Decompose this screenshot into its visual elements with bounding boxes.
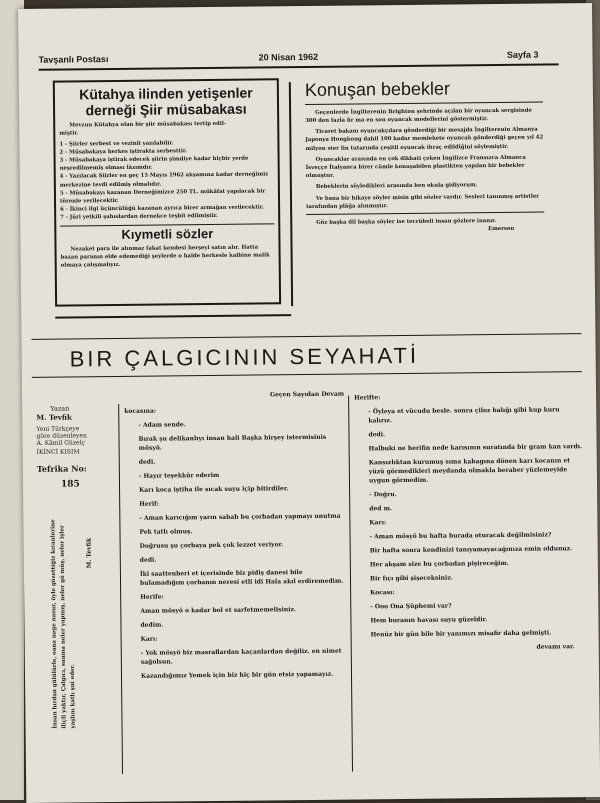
story-line: dedim. — [140, 621, 164, 629]
story-line: kocasına: — [124, 407, 157, 415]
story-line: Herife: — [140, 593, 164, 601]
emerson-author: Emerson — [488, 225, 515, 233]
column-divider — [289, 82, 293, 306]
story-line: - Adam sende. — [138, 421, 186, 429]
contest-rule: 5 - Müsabakayı kazanan Derneğimizce 250 TL. mükâfat yapılacak bir törenle verilecektir. — [59, 188, 266, 205]
sidebar-text-vertical: İnsan hırdan gülülürle, oana nege nasur, öyle gözettiğiz kıranlerine iliçli yaktır, Çalgıcı, sanma neler yapmış, neler gö müş, neler işler yaşlını katlı şni eder. — [50, 519, 77, 729]
issue-date: 20 Nisan 1962 — [258, 51, 319, 63]
story-line: - Doğru. — [369, 491, 397, 499]
story-line: - Ooo Ona Şüphemi var? — [370, 602, 452, 611]
story-line: Kansızlıktan kurumuş sıma kabagına dönen karı kocanın et yüzü görmedikleri meydanda olmakla beraber yüzlemeyide uygun görmedim. — [368, 457, 571, 485]
newspaper-name: Tavşanlı Postası — [38, 54, 109, 65]
quotes-title: Kıymetli sözler — [121, 226, 214, 243]
dolls-article — [299, 73, 552, 336]
contest-rule: 2 - Müsabakaya herkes iştirakta serbesttir. — [59, 148, 188, 156]
serial-sidebar — [36, 404, 125, 490]
story-line: İki saattenberi et içerisinde biz pidiş danesi bile bulamadığım çorbanın neresi etli idi Hala akıl erdiremedim. — [139, 569, 344, 587]
newspaper-page — [18, 3, 600, 803]
contest-rule: 6 - İkinci ilgi üçüncülüğü kazanan ayrıca birer armağan verilecektir. — [60, 204, 264, 213]
story-line: - Aman mösyö bu hafta burada oturacak değilmisiniz? — [369, 531, 552, 541]
story-line: Herif: — [139, 500, 159, 508]
serial-title: BIR ÇALGICININ SEYAHATİ — [69, 342, 420, 372]
installment-label: Tefrika No: — [36, 463, 87, 474]
contest-rule: 1 - Şiirler serbest ve vezinli yazılabilir. — [59, 139, 174, 148]
story-line: Bir hafta sonra kendinizi tanıyamayacağınıza emin oldunuz. — [369, 545, 573, 555]
contest-title: Kütahya ilinden yetişenler derneği Şiir müsabakası — [79, 84, 253, 119]
contest-rule: 4 - Yazılacak Şiirler en geç 15 Mayıs 1962 akşamına kadar derneğimiz merkezine tevdi edilmiş olmalıdır. — [59, 171, 269, 189]
contest-rules — [59, 138, 274, 222]
serial-author: M. Tevfik — [36, 412, 72, 422]
dolls-p1: Geçenlerde İngilterenin Brighton şehrinde açılan bir oyuncak sergisinde 300 den fazla fir ma en son oyuncak modellerini göstermiştir. — [305, 107, 532, 124]
story-line: - Aman karıcığım yarın sabah bu çorbadan yapmayı unutma — [139, 512, 341, 522]
adapter-label-1: Yeni Türkçeye — [36, 425, 80, 433]
contest-intro-end: miştir. — [59, 130, 79, 137]
story-line: - Hayır teşekkür ederim — [138, 471, 220, 480]
contest-rule: 3 - Müsabakaya iştirak edecek şiirin şimdiye kadar hiçbir yerde neşredilmemiş olması lâzımdır. — [59, 155, 249, 172]
story-line: dedi. — [138, 458, 156, 466]
contest-box — [53, 78, 281, 306]
story-line: Hem buranın havası suyu güzeldir. — [370, 616, 488, 625]
story-line: Doğrusu şu çorbaya pek çok lezzet veriyor. — [139, 541, 284, 550]
story-line: - Öyleya et vücudu besle. sonra çiloz balığı gibi kup kuru kalırız. — [368, 406, 560, 425]
adapter-label-2: göre düzenleyen — [36, 432, 87, 440]
dolls-title: Konuşan bebekler — [304, 78, 451, 101]
dolls-quote-rule — [306, 211, 544, 214]
page-number: Sayfa 3 — [506, 49, 539, 60]
story-line: Aman mösyö o kadar bol et sarfetmemelisiniz. — [140, 606, 297, 615]
story-line: Bir fıçı gibi şişeceksiniz. — [369, 574, 453, 583]
dolls-title-rule — [305, 101, 543, 104]
story-line: Halbuki ne herifin nede karısının suratında bir gram kan vardı. — [368, 443, 583, 453]
dolls-p5: Ve bana bir hikaye söyler misin gibi sözler vardır. Sesleri tanınmış artistler tarafından plâğa alınmıştır. — [306, 193, 540, 210]
banner-rule — [32, 371, 582, 378]
serial-right-column — [354, 391, 585, 658]
story-line: dedi. — [139, 556, 157, 564]
story-line: Bırak şu delikanlıyı insan hali Başka birşey istermisinis mösyö. — [138, 433, 327, 452]
contest-intro: Mevzuu Kütahya olan bir şiir müsabakası tertip edil- — [69, 121, 227, 129]
dolls-p2: Ticaret bakanı oyuncakçılara gönderdiği bir mesajda İngilterenin Almanya Japonya Hongkong dahil 100 kadar memlekete oyuncak gönderdiği geçen yıl 42 milyon ster lin tutarında çeşitli oyuncak ihraç edildiğini söylemiştir. — [305, 126, 544, 152]
serial-middle-column — [124, 390, 347, 686]
story-line: Karı koca iştiha ile sıcak suyu içip bitirdiler. — [139, 485, 289, 494]
middle-divider — [348, 396, 353, 772]
story-line: dedi. — [368, 431, 386, 439]
story-line: Pek tatlı olmuş. — [139, 528, 193, 536]
dolls-p3: Oyuncaklar arasında en çok dikkati çeken İngilizce Fransızca Almanca İsveççe İtalyanca birer cümle konuşabilen plastikten yapılan bir bebekler olmuştur. — [305, 154, 526, 180]
top-section-rule — [55, 314, 291, 318]
to-be-continued: devamı var. — [536, 643, 575, 651]
story-line: Kocası: — [370, 589, 395, 597]
story-line: Karı: — [140, 635, 158, 643]
serial-adapter: A. Kâmil Güzelç — [36, 439, 85, 447]
story-line: Kazandığımız Yemek için biz hiç bir gün etsiz yapamayız. — [140, 670, 334, 680]
serial-part: İKİNCİ KISIM — [36, 448, 80, 456]
sidebar-author-vertical: M. Tevfik — [85, 537, 93, 569]
story-line: Henüz bir gün bile bir yanımızı misafir daha gelmişti. — [370, 629, 552, 639]
story-line: Herifte: — [354, 394, 381, 402]
quotes-text: Nezaket para ile alınmaz fakat kendesi herşeyi satın alır. Hatta bazan paranın elde edemediği şeylerde o halde herkesle kalbine malik olmaya çalışmalıyız. — [60, 244, 270, 270]
story-line: ded m. — [369, 505, 393, 513]
installment-number: 185 — [60, 479, 80, 490]
story-line: Karı: — [369, 519, 387, 527]
continued-label: Geçen Sayıdan Devam — [269, 390, 345, 399]
emerson-quote: Göz başka dil başka söyler ise tecrübeli insan gözlere inanır. — [316, 217, 497, 226]
story-line: Her akşam size bu çorbadan pişireceğim. — [369, 559, 509, 569]
story-line: - Yok mösyö biz masraflardan kaçanlardan değiliz. en nimet sağolsun. — [140, 647, 342, 666]
contest-rule: 7 - Jüri yetkili şahıslardan dernekce teşbit edilmiştir. — [60, 213, 218, 221]
author-label: Yazan — [50, 404, 70, 413]
dolls-p4: Bebeklerin söyledikleri arasında ben okula gidiyorum. — [315, 182, 478, 191]
